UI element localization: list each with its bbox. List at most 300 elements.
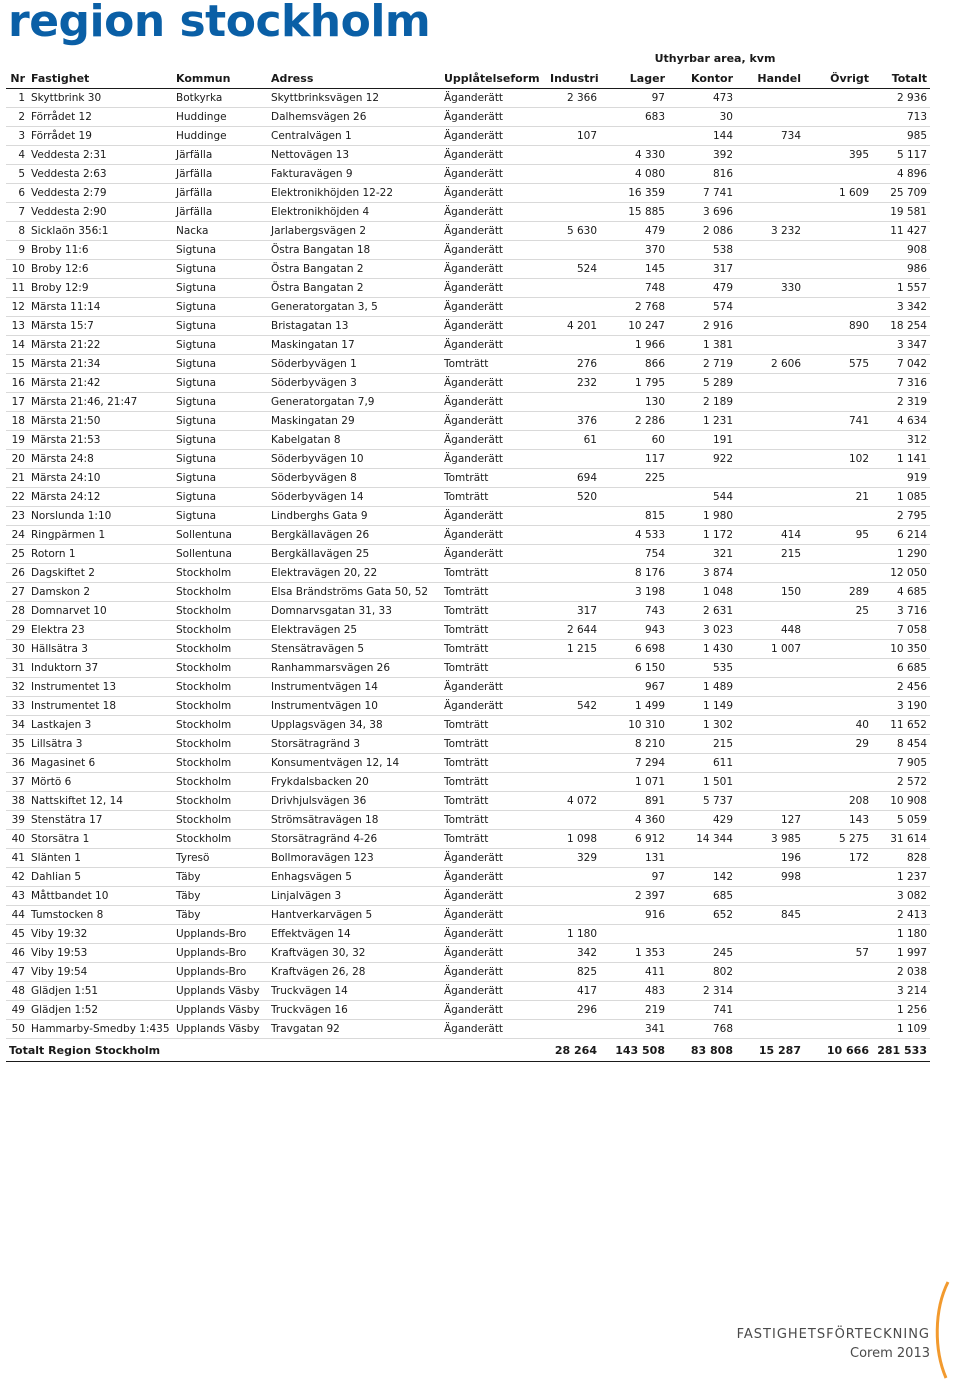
cell-kontor: 429: [668, 811, 736, 830]
cell-fastighet: Broby 12:6: [28, 260, 173, 279]
total-industri: 28 264: [547, 1039, 600, 1062]
cell-adress: Truckvägen 16: [268, 1001, 441, 1020]
cell-fastighet: Veddesta 2:31: [28, 146, 173, 165]
cell-upplatelseform: Tomträtt: [441, 621, 547, 640]
table-row: [6, 887, 930, 906]
table-row: [6, 754, 930, 773]
cell-industri: [547, 1020, 600, 1039]
cell-totalt: 5 117: [872, 146, 930, 165]
table-row: [6, 621, 930, 640]
cell-handel: [736, 944, 804, 963]
cell-lager: 916: [600, 906, 668, 925]
cell-handel: 414: [736, 526, 804, 545]
cell-fastighet: Norslunda 1:10: [28, 507, 173, 526]
cell-ovrigt: 289: [804, 583, 872, 602]
cell-ovrigt: [804, 1020, 872, 1039]
cell-nr: 20: [6, 450, 28, 469]
total-kontor: 83 808: [668, 1039, 736, 1062]
cell-lager: 131: [600, 849, 668, 868]
cell-nr: 25: [6, 545, 28, 564]
cell-kommun: Stockholm: [173, 621, 268, 640]
cell-fastighet: Elektra 23: [28, 621, 173, 640]
cell-kommun: Sigtuna: [173, 374, 268, 393]
cell-handel: [736, 488, 804, 507]
cell-lager: 754: [600, 545, 668, 564]
cell-totalt: 7 042: [872, 355, 930, 374]
cell-industri: 342: [547, 944, 600, 963]
cell-adress: Stensätravägen 5: [268, 640, 441, 659]
cell-handel: [736, 393, 804, 412]
cell-ovrigt: [804, 393, 872, 412]
cell-fastighet: Märsta 21:22: [28, 336, 173, 355]
table-row: [6, 545, 930, 564]
cell-nr: 18: [6, 412, 28, 431]
property-table: [6, 68, 930, 1062]
table-row: [6, 165, 930, 184]
table-row: [6, 830, 930, 849]
cell-fastighet: Dagskiftet 2: [28, 564, 173, 583]
cell-kommun: Stockholm: [173, 792, 268, 811]
cell-ovrigt: [804, 887, 872, 906]
cell-kommun: Upplands-Bro: [173, 944, 268, 963]
cell-kommun: Sigtuna: [173, 507, 268, 526]
cell-totalt: 7 316: [872, 374, 930, 393]
cell-upplatelseform: Tomträtt: [441, 469, 547, 488]
cell-adress: Söderbyvägen 10: [268, 450, 441, 469]
cell-upplatelseform: Äganderätt: [441, 393, 547, 412]
table-row: [6, 659, 930, 678]
cell-adress: Travgatan 92: [268, 1020, 441, 1039]
cell-adress: Linjalvägen 3: [268, 887, 441, 906]
cell-upplatelseform: Äganderätt: [441, 906, 547, 925]
col-header-industri: Industri: [547, 68, 600, 89]
col-header-handel: Handel: [736, 68, 804, 89]
cell-upplatelseform: Tomträtt: [441, 602, 547, 621]
cell-adress: Elsa Brändströms Gata 50, 52: [268, 583, 441, 602]
cell-totalt: 19 581: [872, 203, 930, 222]
cell-industri: 276: [547, 355, 600, 374]
table-row: [6, 393, 930, 412]
cell-kontor: 652: [668, 906, 736, 925]
cell-nr: 45: [6, 925, 28, 944]
table-row: [6, 811, 930, 830]
cell-kommun: Sigtuna: [173, 393, 268, 412]
cell-adress: Bristagatan 13: [268, 317, 441, 336]
cell-ovrigt: [804, 241, 872, 260]
cell-adress: Lindberghs Gata 9: [268, 507, 441, 526]
cell-ovrigt: [804, 222, 872, 241]
cell-industri: [547, 393, 600, 412]
cell-lager: 10 310: [600, 716, 668, 735]
cell-kontor: 2 086: [668, 222, 736, 241]
cell-totalt: 2 038: [872, 963, 930, 982]
cell-fastighet: Broby 12:9: [28, 279, 173, 298]
cell-lager: 1 795: [600, 374, 668, 393]
cell-fastighet: Märsta 24:8: [28, 450, 173, 469]
cell-totalt: 713: [872, 108, 930, 127]
cell-kontor: 922: [668, 450, 736, 469]
cell-industri: [547, 545, 600, 564]
table-row: [6, 469, 930, 488]
cell-upplatelseform: Äganderätt: [441, 89, 547, 108]
cell-kommun: Stockholm: [173, 716, 268, 735]
table-row: [6, 412, 930, 431]
cell-totalt: 8 454: [872, 735, 930, 754]
cell-ovrigt: [804, 203, 872, 222]
cell-lager: 1 499: [600, 697, 668, 716]
cell-upplatelseform: Äganderätt: [441, 298, 547, 317]
cell-industri: [547, 754, 600, 773]
cell-industri: [547, 450, 600, 469]
cell-totalt: 3 214: [872, 982, 930, 1001]
cell-fastighet: Förrådet 12: [28, 108, 173, 127]
cell-nr: 36: [6, 754, 28, 773]
cell-fastighet: Magasinet 6: [28, 754, 173, 773]
cell-handel: [736, 659, 804, 678]
cell-ovrigt: 29: [804, 735, 872, 754]
cell-kommun: Täby: [173, 906, 268, 925]
cell-nr: 33: [6, 697, 28, 716]
cell-industri: 524: [547, 260, 600, 279]
cell-ovrigt: 208: [804, 792, 872, 811]
cell-ovrigt: 1 609: [804, 184, 872, 203]
cell-ovrigt: [804, 659, 872, 678]
cell-lager: 411: [600, 963, 668, 982]
cell-lager: 1 071: [600, 773, 668, 792]
cell-adress: Centralvägen 1: [268, 127, 441, 146]
cell-industri: [547, 811, 600, 830]
cell-kontor: 1 302: [668, 716, 736, 735]
cell-upplatelseform: Äganderätt: [441, 431, 547, 450]
cell-nr: 30: [6, 640, 28, 659]
table-row: [6, 374, 930, 393]
cell-kommun: Sigtuna: [173, 450, 268, 469]
cell-totalt: 2 572: [872, 773, 930, 792]
cell-totalt: 18 254: [872, 317, 930, 336]
cell-industri: 2 366: [547, 89, 600, 108]
cell-nr: 28: [6, 602, 28, 621]
col-header-nr: Nr: [6, 68, 28, 89]
table-row: [6, 89, 930, 108]
cell-lager: 370: [600, 241, 668, 260]
cell-totalt: 4 634: [872, 412, 930, 431]
cell-totalt: 908: [872, 241, 930, 260]
cell-lager: 683: [600, 108, 668, 127]
cell-totalt: 10 908: [872, 792, 930, 811]
table-row: [6, 944, 930, 963]
cell-upplatelseform: Tomträtt: [441, 716, 547, 735]
cell-kontor: 2 189: [668, 393, 736, 412]
cell-upplatelseform: Äganderätt: [441, 925, 547, 944]
cell-adress: Kabelgatan 8: [268, 431, 441, 450]
cell-kontor: 14 344: [668, 830, 736, 849]
cell-industri: 232: [547, 374, 600, 393]
cell-upplatelseform: Äganderätt: [441, 887, 547, 906]
cell-upplatelseform: Äganderätt: [441, 165, 547, 184]
cell-totalt: 2 413: [872, 906, 930, 925]
cell-nr: 35: [6, 735, 28, 754]
cell-kommun: Stockholm: [173, 678, 268, 697]
cell-nr: 23: [6, 507, 28, 526]
cell-fastighet: Märsta 21:53: [28, 431, 173, 450]
cell-handel: 330: [736, 279, 804, 298]
cell-industri: [547, 659, 600, 678]
cell-handel: [736, 982, 804, 1001]
cell-totalt: 1 557: [872, 279, 930, 298]
cell-handel: [736, 298, 804, 317]
cell-upplatelseform: Äganderätt: [441, 849, 547, 868]
col-header-kommun: Kommun: [173, 68, 268, 89]
cell-kommun: Järfälla: [173, 184, 268, 203]
cell-ovrigt: 890: [804, 317, 872, 336]
cell-lager: 6 150: [600, 659, 668, 678]
cell-ovrigt: [804, 336, 872, 355]
cell-totalt: 6 214: [872, 526, 930, 545]
table-row: [6, 716, 930, 735]
cell-nr: 49: [6, 1001, 28, 1020]
cell-lager: 60: [600, 431, 668, 450]
cell-nr: 39: [6, 811, 28, 830]
cell-kontor: 1 149: [668, 697, 736, 716]
cell-kommun: Stockholm: [173, 830, 268, 849]
cell-kommun: Upplands-Bro: [173, 963, 268, 982]
cell-ovrigt: 57: [804, 944, 872, 963]
cell-fastighet: Märsta 24:12: [28, 488, 173, 507]
cell-industri: [547, 203, 600, 222]
cell-lager: 8 210: [600, 735, 668, 754]
cell-nr: 46: [6, 944, 28, 963]
cell-adress: Östra Bangatan 18: [268, 241, 441, 260]
cell-kommun: Stockholm: [173, 773, 268, 792]
cell-adress: Upplagsvägen 34, 38: [268, 716, 441, 735]
cell-fastighet: Märsta 21:34: [28, 355, 173, 374]
cell-kommun: Nacka: [173, 222, 268, 241]
cell-industri: 4 201: [547, 317, 600, 336]
cell-ovrigt: [804, 279, 872, 298]
cell-industri: 694: [547, 469, 600, 488]
cell-lager: 815: [600, 507, 668, 526]
cell-totalt: 2 795: [872, 507, 930, 526]
cell-handel: [736, 165, 804, 184]
cell-handel: [736, 697, 804, 716]
cell-totalt: 6 685: [872, 659, 930, 678]
cell-adress: Generatorgatan 7,9: [268, 393, 441, 412]
cell-nr: 43: [6, 887, 28, 906]
cell-totalt: 1 109: [872, 1020, 930, 1039]
cell-industri: 1 215: [547, 640, 600, 659]
cell-upplatelseform: Tomträtt: [441, 773, 547, 792]
cell-kontor: 1 048: [668, 583, 736, 602]
cell-industri: 61: [547, 431, 600, 450]
cell-kontor: 574: [668, 298, 736, 317]
cell-lager: 967: [600, 678, 668, 697]
cell-lager: 4 533: [600, 526, 668, 545]
cell-nr: 10: [6, 260, 28, 279]
cell-kontor: 142: [668, 868, 736, 887]
cell-totalt: 3 082: [872, 887, 930, 906]
cell-nr: 27: [6, 583, 28, 602]
cell-fastighet: Sicklaön 356:1: [28, 222, 173, 241]
cell-upplatelseform: Äganderätt: [441, 241, 547, 260]
cell-handel: [736, 735, 804, 754]
cell-kontor: 1 489: [668, 678, 736, 697]
cell-ovrigt: [804, 127, 872, 146]
cell-upplatelseform: Äganderätt: [441, 127, 547, 146]
total-row: [6, 1039, 930, 1062]
cell-nr: 34: [6, 716, 28, 735]
cell-fastighet: Storsätra 1: [28, 830, 173, 849]
cell-ovrigt: 40: [804, 716, 872, 735]
cell-lager: 97: [600, 89, 668, 108]
cell-handel: [736, 469, 804, 488]
cell-kommun: Stockholm: [173, 602, 268, 621]
cell-kommun: Stockholm: [173, 659, 268, 678]
cell-handel: [736, 716, 804, 735]
cell-adress: Instrumentvägen 14: [268, 678, 441, 697]
cell-upplatelseform: Äganderätt: [441, 697, 547, 716]
cell-nr: 24: [6, 526, 28, 545]
cell-lager: 866: [600, 355, 668, 374]
cell-nr: 19: [6, 431, 28, 450]
cell-handel: [736, 108, 804, 127]
cell-handel: [736, 241, 804, 260]
cell-nr: 2: [6, 108, 28, 127]
cell-ovrigt: [804, 469, 872, 488]
cell-upplatelseform: Äganderätt: [441, 108, 547, 127]
cell-totalt: 4 685: [872, 583, 930, 602]
cell-lager: 743: [600, 602, 668, 621]
cell-adress: Östra Bangatan 2: [268, 260, 441, 279]
cell-handel: 998: [736, 868, 804, 887]
cell-adress: Dalhemsvägen 26: [268, 108, 441, 127]
table-row: [6, 450, 930, 469]
table-row: [6, 184, 930, 203]
cell-handel: 845: [736, 906, 804, 925]
cell-kontor: 7 741: [668, 184, 736, 203]
cell-ovrigt: 25: [804, 602, 872, 621]
cell-kontor: 816: [668, 165, 736, 184]
cell-upplatelseform: Äganderätt: [441, 982, 547, 1001]
cell-industri: [547, 526, 600, 545]
cell-handel: [736, 412, 804, 431]
table-body: [6, 89, 930, 1039]
col-header-adress: Adress: [268, 68, 441, 89]
cell-adress: Domnarvsgatan 31, 33: [268, 602, 441, 621]
cell-upplatelseform: Tomträtt: [441, 792, 547, 811]
cell-kontor: 215: [668, 735, 736, 754]
cell-adress: Storsätragränd 3: [268, 735, 441, 754]
cell-handel: [736, 773, 804, 792]
cell-kommun: Upplands Väsby: [173, 1020, 268, 1039]
table-row: [6, 564, 930, 583]
cell-lager: 8 176: [600, 564, 668, 583]
cell-lager: 6 912: [600, 830, 668, 849]
cell-totalt: 11 652: [872, 716, 930, 735]
cell-nr: 15: [6, 355, 28, 374]
footer-company-year: Corem 2013: [850, 1346, 930, 1361]
cell-fastighet: Veddesta 2:90: [28, 203, 173, 222]
cell-adress: Maskingatan 17: [268, 336, 441, 355]
cell-ovrigt: [804, 906, 872, 925]
cell-nr: 22: [6, 488, 28, 507]
table-row: [6, 602, 930, 621]
cell-nr: 1: [6, 89, 28, 108]
cell-lager: 2 286: [600, 412, 668, 431]
cell-fastighet: Rotorn 1: [28, 545, 173, 564]
cell-upplatelseform: Äganderätt: [441, 868, 547, 887]
cell-kommun: Stockholm: [173, 754, 268, 773]
cell-industri: 317: [547, 602, 600, 621]
cell-lager: [600, 925, 668, 944]
table-row: [6, 982, 930, 1001]
cell-lager: 1 966: [600, 336, 668, 355]
table-header-row: [6, 68, 930, 89]
table-row: [6, 317, 930, 336]
cell-fastighet: Märsta 24:10: [28, 469, 173, 488]
cell-kommun: Sigtuna: [173, 336, 268, 355]
cell-totalt: 1 256: [872, 1001, 930, 1020]
cell-industri: [547, 298, 600, 317]
cell-kommun: Sigtuna: [173, 279, 268, 298]
cell-fastighet: Mörtö 6: [28, 773, 173, 792]
table-row: [6, 336, 930, 355]
cell-industri: [547, 735, 600, 754]
cell-kontor: 1 430: [668, 640, 736, 659]
cell-fastighet: Märsta 11:14: [28, 298, 173, 317]
cell-kontor: 611: [668, 754, 736, 773]
cell-fastighet: Ringpärmen 1: [28, 526, 173, 545]
cell-kontor: 30: [668, 108, 736, 127]
table-row: [6, 526, 930, 545]
cell-fastighet: Instrumentet 18: [28, 697, 173, 716]
table-row: [6, 241, 930, 260]
cell-industri: [547, 583, 600, 602]
cell-totalt: 312: [872, 431, 930, 450]
cell-kontor: 144: [668, 127, 736, 146]
cell-fastighet: Lillsätra 3: [28, 735, 173, 754]
property-table-container: [6, 68, 930, 1062]
cell-kontor: 535: [668, 659, 736, 678]
cell-upplatelseform: Äganderätt: [441, 526, 547, 545]
cell-adress: Söderbyvägen 3: [268, 374, 441, 393]
cell-ovrigt: 95: [804, 526, 872, 545]
table-row: [6, 355, 930, 374]
footer: [737, 1327, 930, 1361]
cell-lager: 6 698: [600, 640, 668, 659]
cell-totalt: 25 709: [872, 184, 930, 203]
cell-kontor: 685: [668, 887, 736, 906]
cell-lager: 225: [600, 469, 668, 488]
table-row: [6, 488, 930, 507]
cell-kommun: Upplands-Bro: [173, 925, 268, 944]
cell-ovrigt: [804, 564, 872, 583]
cell-lager: 117: [600, 450, 668, 469]
cell-kommun: Upplands Väsby: [173, 1001, 268, 1020]
cell-handel: 1 007: [736, 640, 804, 659]
cell-nr: 13: [6, 317, 28, 336]
cell-totalt: 7 058: [872, 621, 930, 640]
cell-industri: [547, 184, 600, 203]
cell-ovrigt: [804, 982, 872, 1001]
cell-kontor: 3 023: [668, 621, 736, 640]
cell-lager: 7 294: [600, 754, 668, 773]
cell-handel: [736, 507, 804, 526]
cell-ovrigt: 172: [804, 849, 872, 868]
cell-totalt: 11 427: [872, 222, 930, 241]
cell-kontor: 2 719: [668, 355, 736, 374]
cell-lager: 891: [600, 792, 668, 811]
cell-kommun: Järfälla: [173, 165, 268, 184]
